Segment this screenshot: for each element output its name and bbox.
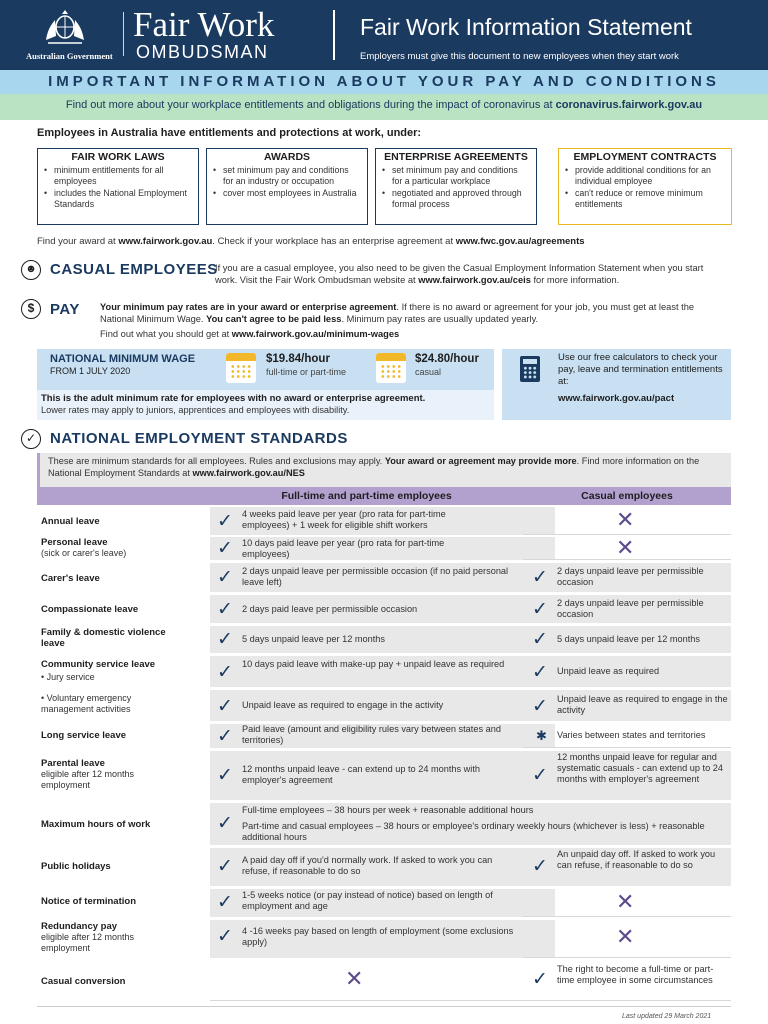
table-row	[37, 919, 731, 959]
cross-icon: ✕	[616, 535, 635, 560]
row-label	[41, 537, 126, 559]
fwc-agreements-link[interactable]: www.fwc.gov.au/agreements	[455, 236, 585, 247]
fulltime-text: Paid leave (amount and eligibility rules vary between states and territories)	[242, 724, 501, 745]
table-row	[37, 888, 731, 918]
casual-text: 2 days unpaid leave per permissible occasion	[557, 566, 704, 587]
find-award-text	[37, 236, 585, 247]
fulltime-text: Full-time employees – 38 hours per week + reasonable additional hours	[242, 805, 534, 815]
fulltime-text: 4 weeks paid leave per year (pro rata for part-time employees) + 1 week for eligible shift workers	[242, 509, 446, 530]
row-label-text: Redundancy pay	[41, 921, 118, 932]
table-row	[37, 750, 731, 801]
intro-text: Employees in Australia have entitlements and protections at work, under:	[37, 127, 422, 139]
table-row	[37, 689, 731, 722]
casual-text: Varies between states and territories	[557, 730, 706, 740]
minimum-wage-date: FROM 1 JULY 2020	[50, 366, 131, 376]
covid-text: Find out more about your workplace entitlements and obligations during the impact of coronavirus at	[65, 99, 556, 111]
fulltime-text: 5 days unpaid leave per 12 months	[242, 634, 386, 644]
box-title: FAIR WORK LAWS	[71, 151, 165, 163]
nes-link[interactable]: www.fairwork.gov.au/NES	[192, 468, 305, 478]
fulltime-cell	[210, 961, 555, 1001]
casual-heading: CASUAL EMPLOYEES	[50, 261, 218, 278]
last-updated: Last updated 29 March 2021	[622, 1013, 712, 1020]
tick-icon: ✓	[217, 599, 233, 620]
fulltime-text: A paid day off if you'd normally work. If asked to work you can refuse, if reasonable to do so	[242, 855, 493, 876]
fulltime-text: 1-5 weeks notice (or pay instead of notice) based on length of employment and age	[242, 890, 493, 911]
find-award-t1: Find your award at	[37, 236, 119, 247]
box-item: • cover most employees in Australia	[213, 188, 361, 199]
enterprise-agreements-box	[375, 148, 537, 225]
nes-note-t1: These are minimum standards for all employees. Rules and exclusions may apply.	[48, 456, 385, 466]
brand-divider	[123, 12, 124, 56]
lower-rate-note: Lower rates may apply to juniors, apprentices and employees with disability.	[41, 405, 350, 415]
brand-title: Fair Work	[133, 5, 275, 44]
table-row	[37, 562, 731, 593]
fulltime-text: 4 -16 weeks pay based on length of employment (some exclusions apply)	[242, 926, 514, 947]
minimum-wages-link[interactable]: www.fairwork.gov.au/minimum-wages	[231, 329, 400, 339]
pay-text	[100, 301, 725, 325]
row-label-text: Community service leave	[41, 659, 156, 670]
box-item: • can't reduce or remove minimum entitlements	[565, 188, 725, 210]
nes-heading: NATIONAL EMPLOYMENT STANDARDS	[50, 430, 348, 447]
row-label: Annual leave	[41, 516, 100, 527]
row-sublabel: (sick or carer's leave)	[41, 548, 127, 558]
tick-icon: ✓	[217, 662, 233, 683]
box-item: • provide additional conditions for an individual employee	[565, 165, 725, 187]
calendar-icon	[226, 353, 256, 383]
table-row	[37, 655, 731, 688]
fulltime-text-2: Part-time and casual employees – 38 hours or employee's ordinary weekly hours (whichever is less) + reasonable additional hours	[242, 821, 705, 842]
row-label: Public holidays	[41, 861, 111, 872]
row-label: Casual conversion	[41, 976, 126, 987]
tick-icon: ✓	[217, 856, 233, 877]
table-row	[37, 594, 731, 624]
calendar-icon	[376, 353, 406, 383]
employment-contracts-box	[558, 148, 732, 225]
row-label: Carer's leave	[41, 573, 100, 584]
document-title: Fair Work Information Statement	[360, 14, 692, 40]
casual-text: Unpaid leave as required to engage in the activity	[557, 694, 728, 715]
pay-find-t: Find out what you should get at	[100, 329, 232, 339]
rate-casual-label: casual	[415, 367, 442, 377]
fulltime-text: 12 months unpaid leave - can extend up to 24 months with employer's agreement	[242, 764, 481, 785]
government-label: Australian Government	[26, 51, 113, 61]
tick-icon: ✓	[217, 926, 233, 947]
box-title: EMPLOYMENT CONTRACTS	[573, 151, 717, 163]
row-sublabel: eligible after 12 months employment	[41, 932, 135, 953]
find-award-t2: . Check if your workplace has an enterprise agreement at	[212, 236, 456, 247]
row-label-text: Parental leave	[41, 758, 105, 769]
fulltime-text: 10 days paid leave with make-up pay + unpaid leave as required	[242, 659, 505, 669]
tick-icon: ✓	[532, 696, 548, 717]
fair-work-laws-box	[37, 148, 199, 225]
pay-t1: . If there is no award or agreement for your job, you must get at least the National Minimum Wage.	[100, 302, 695, 324]
pay-bold-1: Your minimum pay rates are in your award or enterprise agreement	[100, 302, 397, 312]
awards-box	[206, 148, 368, 225]
tick-icon: ✓	[217, 813, 233, 834]
box-title: ENTERPRISE AGREEMENTS	[384, 151, 528, 163]
asterisk-icon: ✱	[536, 728, 547, 743]
cross-icon: ✕	[616, 507, 635, 532]
table-row	[37, 960, 731, 1002]
box-item: • set minimum pay and conditions for an industry or occupation	[213, 165, 361, 187]
calculator-text: Use our free calculators to check your pay, leave and termination entitlements at:	[558, 352, 723, 387]
row-label	[41, 659, 191, 683]
row-label	[41, 693, 181, 715]
ceis-link[interactable]: www.fairwork.gov.au/ceis	[418, 275, 531, 285]
tick-icon: ✓	[532, 856, 548, 877]
tick-icon: ✓	[217, 567, 233, 588]
table-row	[37, 625, 731, 654]
checkmark-circle-icon: ✓	[21, 429, 41, 449]
table-row	[37, 847, 731, 887]
casual-text: Unpaid leave as required	[557, 666, 660, 676]
pay-find	[100, 329, 399, 339]
rate-fulltime: $19.84/hour	[266, 353, 330, 365]
pact-link[interactable]: www.fairwork.gov.au/pact	[558, 393, 675, 404]
page-header	[0, 0, 768, 70]
row-label	[41, 758, 171, 791]
casual-t2: for more information.	[530, 275, 620, 285]
fulltime-text: 2 days paid leave per permissible occasion	[242, 604, 418, 614]
tick-icon: ✓	[532, 567, 548, 588]
casual-t1: If you are a casual employee, you also need to be given the Casual Employment Information Statement when you start work. Visit the Fair Work Ombudsman website at	[215, 263, 704, 285]
person-icon: ☻	[21, 260, 41, 280]
table-row	[37, 802, 731, 846]
fulltime-text: 10 days paid leave per year (pro rata for part-time employees)	[242, 538, 445, 559]
nes-note	[37, 453, 731, 487]
cross-icon: ✕	[616, 924, 635, 949]
tick-icon: ✓	[217, 765, 233, 786]
row-label: Maximum hours of work	[41, 819, 151, 830]
casual-text: 12 months unpaid leave for regular and systematic casuals - can extend up to 24 months with employer's agreement	[557, 752, 723, 784]
casual-text	[215, 262, 725, 286]
tick-icon: ✓	[532, 662, 548, 683]
calculator-icon	[520, 356, 540, 382]
tick-icon: ✓	[532, 765, 548, 786]
box-item: • minimum entitlements for all employees	[44, 165, 192, 187]
rate-casual: $24.80/hour	[415, 353, 479, 365]
important-banner: IMPORTANT INFORMATION ABOUT YOUR PAY AND CONDITIONS	[0, 70, 768, 94]
tick-icon: ✓	[532, 599, 548, 620]
row-sublabel: • Jury service	[41, 672, 95, 682]
footer-rule	[37, 1006, 731, 1007]
pay-bold-2: You can't agree to be paid less	[206, 314, 342, 324]
header-divider	[333, 10, 335, 60]
cross-icon: ✕	[345, 966, 364, 991]
table-row	[37, 536, 731, 561]
dollar-icon: $	[21, 299, 41, 319]
coat-of-arms-icon	[40, 10, 90, 48]
covid-banner	[0, 94, 768, 120]
box-item: • negotiated and approved through formal process	[382, 188, 530, 210]
cross-icon: ✕	[616, 889, 635, 914]
row-label: Notice of termination	[41, 896, 137, 907]
table-row	[37, 506, 731, 536]
row-sublabel: eligible after 12 months employment	[41, 769, 135, 790]
tick-icon: ✓	[532, 969, 548, 990]
row-label: Family & domestic violence leave	[41, 627, 166, 649]
document-subtitle: Employers must give this document to new employees when they start work	[360, 51, 679, 62]
box-item: • includes the National Employment Standards	[44, 188, 192, 210]
brand-subtitle: OMBUDSMAN	[136, 42, 269, 62]
fulltime-text: Unpaid leave as required to engage in the activity	[242, 700, 444, 710]
row-label	[41, 921, 171, 954]
tick-icon: ✓	[217, 892, 233, 913]
column-header-casual: Casual employees	[581, 490, 673, 502]
fairwork-link[interactable]: www.fairwork.gov.au	[118, 236, 213, 247]
nes-note-bold: Your award or agreement may provide more	[384, 456, 577, 466]
tick-icon: ✓	[217, 726, 233, 747]
casual-text: An unpaid day off. If asked to work you can refuse, if reasonable to do so	[557, 849, 716, 870]
minimum-wage-title: NATIONAL MINIMUM WAGE	[50, 353, 196, 365]
tick-icon: ✓	[217, 538, 233, 559]
covid-link[interactable]: coronavirus.fairwork.gov.au	[555, 99, 703, 111]
table-row	[37, 723, 731, 749]
casual-text: The right to become a full-time or part-time employee in some circumstances	[557, 964, 714, 985]
tick-icon: ✓	[217, 696, 233, 717]
pay-t2: . Minimum pay rates are usually updated yearly.	[341, 314, 539, 324]
nes-note-t2: . Find more information on the National Employment Standards at	[48, 456, 700, 478]
box-item: • set minimum pay and conditions for a particular workplace	[382, 165, 530, 187]
row-label: Compassionate leave	[41, 604, 139, 615]
tick-icon: ✓	[532, 629, 548, 650]
column-header-fulltime: Full-time and part-time employees	[281, 490, 452, 502]
row-sublabel: • Voluntary emergency management activities	[41, 693, 132, 714]
tick-icon: ✓	[217, 511, 233, 532]
pay-heading: PAY	[50, 301, 80, 318]
tick-icon: ✓	[217, 629, 233, 650]
row-label: Long service leave	[41, 730, 127, 741]
fulltime-text: 2 days unpaid leave per permissible occasion (if no paid personal leave left)	[242, 566, 509, 587]
adult-rate-note: This is the adult minimum rate for employees with no award or enterprise agreement.	[41, 393, 426, 404]
casual-text: 2 days unpaid leave per permissible occasion	[557, 598, 704, 619]
casual-text: 5 days unpaid leave per 12 months	[557, 634, 701, 644]
row-label-text: Personal leave	[41, 537, 108, 548]
box-title: AWARDS	[263, 151, 311, 163]
rate-fulltime-label: full-time or part-time	[266, 367, 347, 377]
